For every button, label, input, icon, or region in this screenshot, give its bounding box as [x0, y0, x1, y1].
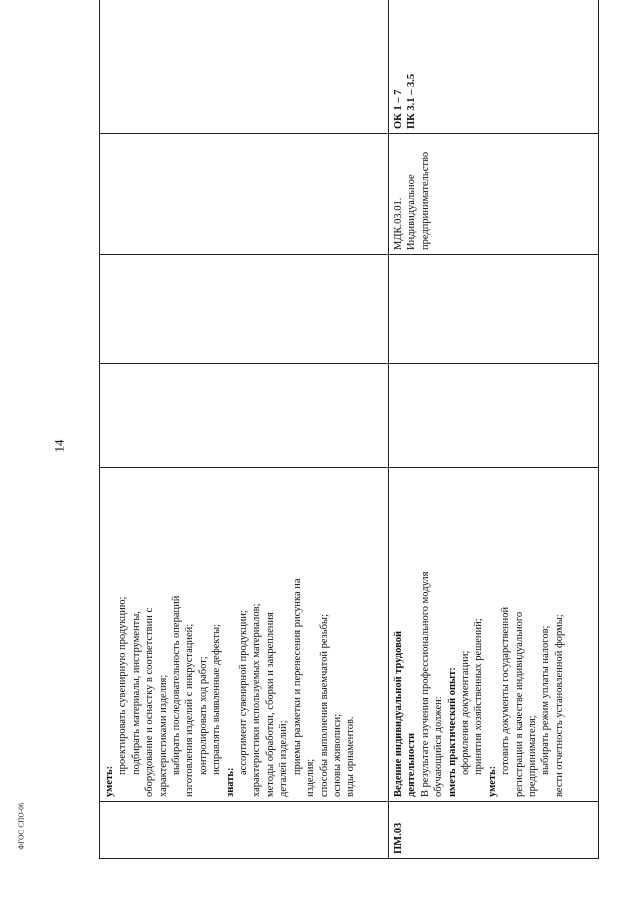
footer-standard-code: ФГОС СПО-06 — [17, 802, 26, 850]
content-line: основы живописи; — [331, 713, 343, 797]
content-line: вести отчетность установленной формы; — [553, 614, 565, 797]
content-line: исправлять выявленные дефекты; — [211, 624, 223, 775]
professional-competencies: ПК 3.1 – 3.5 — [406, 73, 418, 129]
content-line: готовить документы государственной — [500, 606, 512, 775]
content-line: обучающийся должен: — [433, 696, 445, 797]
content-line: контролировать ход работ; — [197, 656, 209, 775]
content-line: принятия хозяйственных решений; — [473, 618, 485, 775]
content-line: приемы разметки и перенесения рисунка на — [291, 578, 303, 775]
content-line: характеристики используемых материалов; — [251, 603, 263, 797]
content-line: деталей изделий; — [278, 720, 290, 797]
content-line: ассортимент сувенирной продукции; — [238, 610, 250, 775]
general-competencies: ОК 1 – 7 — [393, 89, 404, 129]
module-code: ПМ.03 — [389, 802, 599, 859]
mdk-code: МДК.03.01. — [393, 197, 404, 250]
content-line: знать: — [224, 767, 236, 797]
content-line: изделия; — [305, 758, 317, 797]
content-line: изготовления изделий с инкрустацией; — [184, 623, 196, 797]
table-row-pm03 — [389, 0, 599, 859]
content-line: методы обработки, сборки и закрепления — [264, 612, 276, 797]
content-line: предпринимателя; — [527, 715, 539, 797]
cell-empty-3 — [100, 364, 389, 468]
cell-mdk — [389, 134, 599, 255]
content-line: уметь: — [104, 765, 115, 797]
cell-code-empty — [100, 802, 389, 859]
cell-content-module — [389, 468, 599, 802]
table-row-continuation — [100, 0, 389, 859]
content-list — [392, 472, 566, 797]
content-line: характеристиками изделия; — [157, 674, 169, 797]
cell-empty-4 — [389, 255, 599, 364]
mdk-title-line-1: Индивидуальное — [406, 174, 418, 250]
cell-competencies-empty — [100, 0, 389, 134]
content-line: Ведение индивидуальной трудовой — [393, 630, 404, 797]
cell-empty-4 — [100, 255, 389, 364]
curriculum-table — [99, 0, 599, 859]
cell-content-skills — [100, 468, 389, 802]
content-line: способы выполнения выемчатой резьбы; — [318, 614, 330, 797]
content-line: оформления документации; — [460, 650, 472, 775]
page-number: 14 — [51, 439, 67, 453]
content-line: уметь: — [486, 765, 498, 797]
content-line: выбирать последовательность операций — [171, 595, 183, 775]
content-line: В результате изучения профессионального модуля — [419, 571, 431, 797]
content-line: иметь практический опыт: — [446, 667, 458, 797]
content-line: проектировать сувенирную продукцию; — [117, 596, 129, 775]
content-line: регистрации в качестве индивидуального — [513, 611, 525, 797]
content-line: виды орнаментов. — [345, 716, 357, 797]
content-list — [103, 472, 358, 797]
cell-empty-3 — [389, 364, 599, 468]
mdk-title-line-2: предпринимательство — [419, 151, 431, 250]
rotated-table-container — [99, 44, 584, 859]
content-line: оборудование и оснастку в соответствии с — [144, 607, 156, 797]
content-line: подбирать материалы, инструменты, — [130, 611, 142, 775]
content-line: деятельности — [406, 732, 418, 797]
content-line: выбирать режим уплаты налогов; — [540, 625, 552, 775]
cell-competencies — [389, 0, 599, 134]
cell-mdk-empty — [100, 134, 389, 255]
